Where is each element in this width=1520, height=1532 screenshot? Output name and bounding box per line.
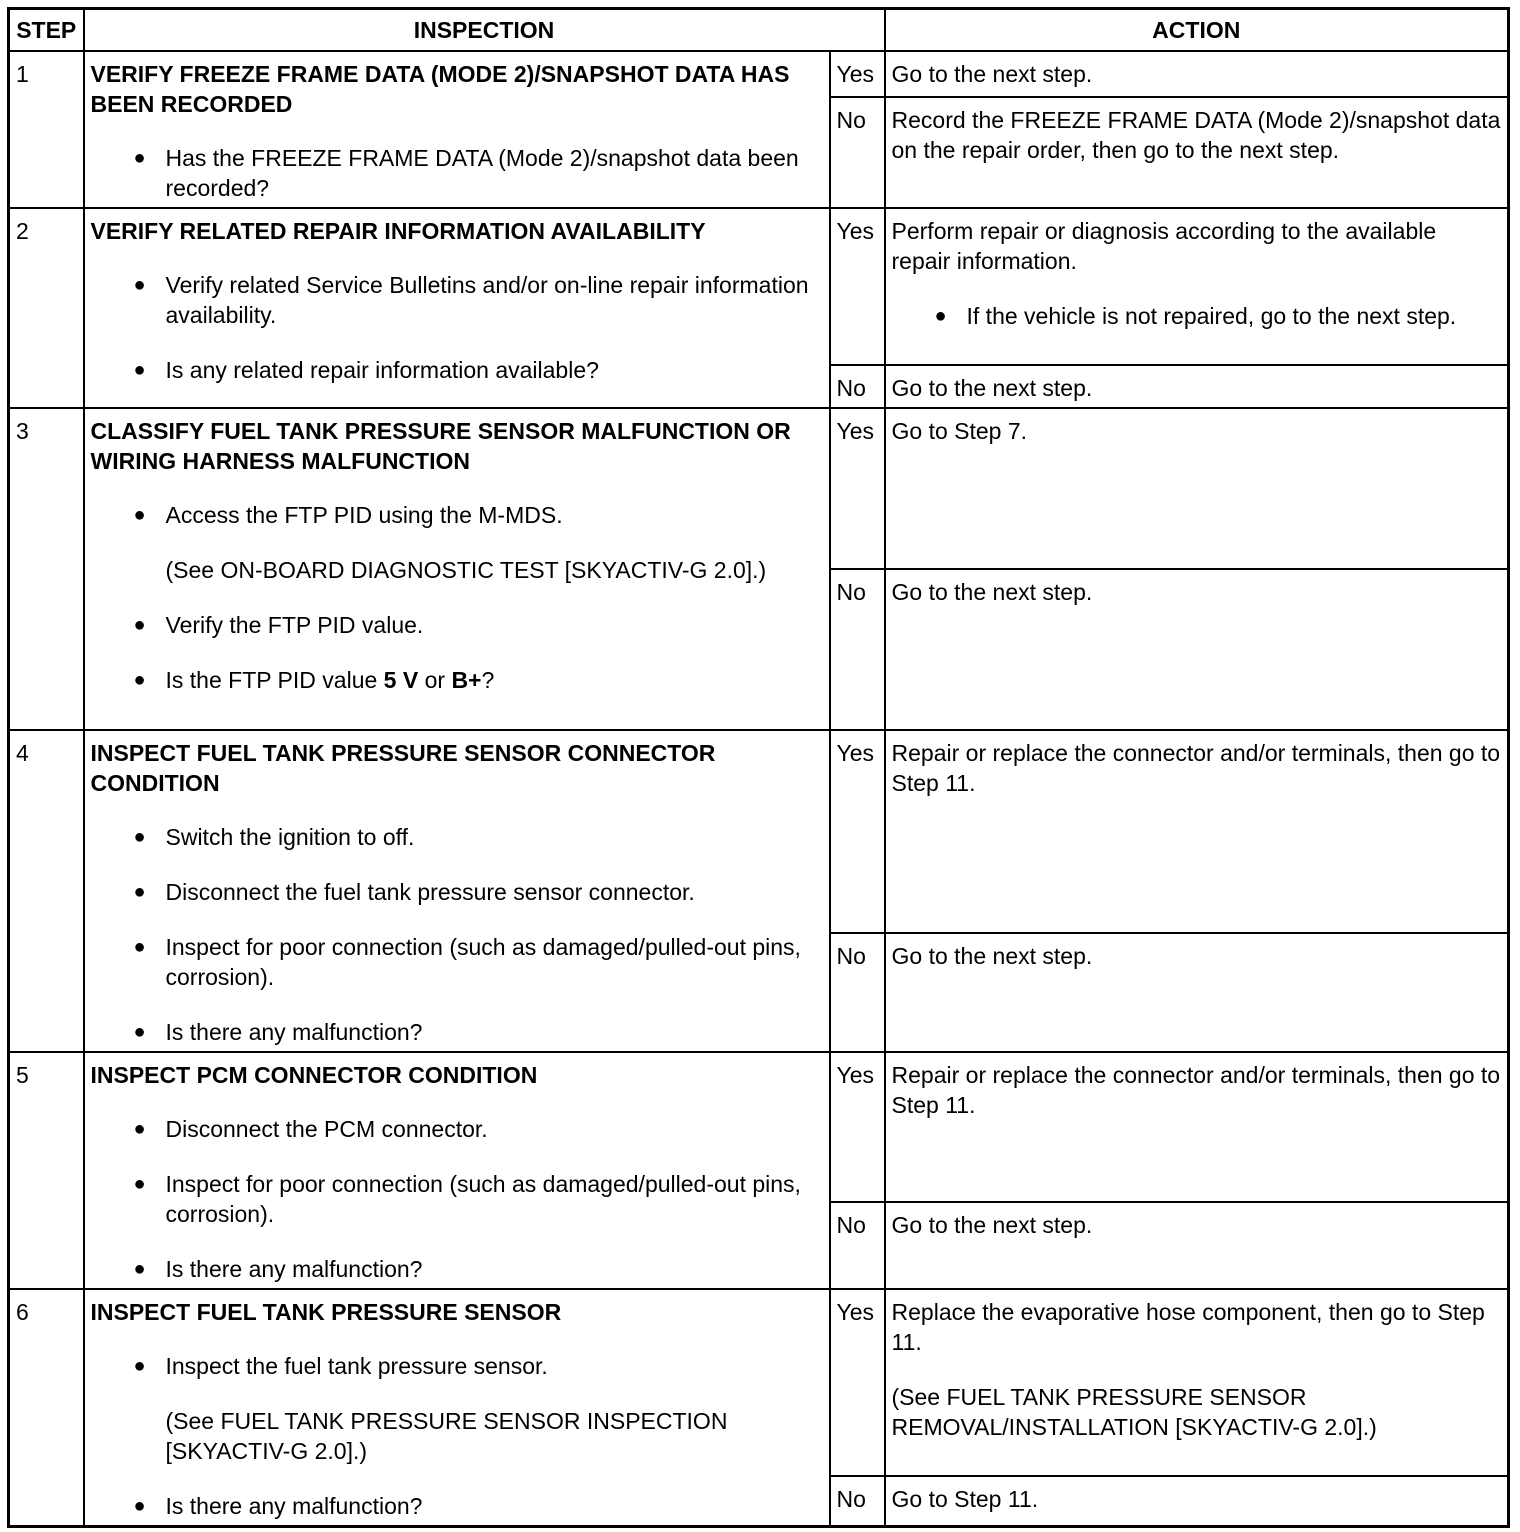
- table-row: [9, 408, 1509, 569]
- list-item: ● Disconnect the fuel tank pressure sensor connector.: [91, 877, 823, 907]
- list-item: ● Inspect the fuel tank pressure sensor.: [91, 1351, 823, 1381]
- yes-action-cell: [885, 1289, 1509, 1476]
- yes-label: Yes: [830, 208, 885, 365]
- list-item: ● Switch the ignition to off.: [91, 822, 823, 852]
- yes-action: Perform repair or diagnosis according to the available repair information.: [891, 217, 1437, 274]
- step-title: CLASSIFY FUEL TANK PRESSURE SENSOR MALFUNCTION OR WIRING HARNESS MALFUNCTION: [90, 417, 791, 474]
- list-item: ● Is there any malfunction?: [91, 1491, 823, 1521]
- no-action: Go to the next step.: [885, 933, 1509, 1052]
- yes-label: Yes: [830, 730, 885, 933]
- value-5v: 5 V: [383, 666, 419, 693]
- action-header: ACTION: [885, 9, 1509, 51]
- step-title: INSPECT FUEL TANK PRESSURE SENSOR: [90, 1298, 562, 1325]
- step-number: 3: [9, 408, 84, 730]
- step-number: 2: [9, 208, 84, 408]
- inspection-cell: [84, 1052, 830, 1289]
- yes-action: Repair or replace the connector and/or terminals, then go to Step 11.: [885, 730, 1509, 933]
- yes-label: Yes: [830, 1052, 885, 1202]
- list-item: ● Inspect for poor connection (such as damaged/pulled-out pins, corrosion).: [91, 1169, 823, 1229]
- list-item: ● Has the FREEZE FRAME DATA (Mode 2)/snapshot data been recorded?: [91, 143, 823, 203]
- inspection-cell: [84, 730, 830, 1052]
- no-label: No: [830, 97, 885, 208]
- inspection-cell: [84, 408, 830, 730]
- header-row: [9, 9, 1509, 51]
- table-row: [9, 1052, 1509, 1202]
- list-item: ● Is there any malfunction?: [91, 1017, 823, 1047]
- step-title: INSPECT FUEL TANK PRESSURE SENSOR CONNECTOR CONDITION: [90, 739, 716, 796]
- no-label: No: [830, 365, 885, 408]
- reference-note: (See FUEL TANK PRESSURE SENSOR INSPECTION [SKYACTIV-G 2.0].): [165, 1407, 728, 1464]
- yes-label: Yes: [830, 51, 885, 97]
- table-row: [9, 1289, 1509, 1476]
- step-number: 1: [9, 51, 84, 208]
- table-row: [9, 730, 1509, 933]
- inspection-cell: [84, 208, 830, 408]
- value-bplus: B+: [451, 666, 482, 693]
- list-item: ● Verify related Service Bulletins and/or on-line repair information availability.: [91, 270, 823, 330]
- step-number: 4: [9, 730, 84, 1052]
- reference-note: (See FUEL TANK PRESSURE SENSOR REMOVAL/INSTALLATION [SKYACTIV-G 2.0].): [891, 1383, 1377, 1440]
- list-item: ● Disconnect the PCM connector.: [91, 1114, 823, 1144]
- step-header: STEP: [9, 9, 84, 51]
- step-number: 5: [9, 1052, 84, 1289]
- yes-action-cell: [885, 208, 1509, 365]
- no-action: Go to the next step.: [885, 1202, 1509, 1289]
- table-row: [9, 208, 1509, 365]
- step-title: VERIFY RELATED REPAIR INFORMATION AVAILABILITY: [90, 217, 706, 244]
- inspection-cell: [84, 1289, 830, 1527]
- step-number: 6: [9, 1289, 84, 1527]
- no-label: No: [830, 1476, 885, 1526]
- list-item: ● Is there any malfunction?: [91, 1254, 823, 1284]
- yes-action: Replace the evaporative hose component, then go to Step 11.: [891, 1298, 1485, 1355]
- no-action: Record the FREEZE FRAME DATA (Mode 2)/snapshot data on the repair order, then go to the next step.: [885, 97, 1509, 208]
- list-item: ● Access the FTP PID using the M-MDS.: [91, 500, 823, 530]
- list-item: ● Is any related repair information available?: [91, 355, 823, 385]
- inspection-cell: [84, 51, 830, 208]
- yes-label: Yes: [830, 408, 885, 569]
- no-action: Go to the next step.: [885, 569, 1509, 730]
- list-item: ● Is the FTP PID value 5 V or B+?: [91, 665, 823, 695]
- inspection-header: INSPECTION: [84, 9, 885, 51]
- no-action: Go to the next step.: [885, 365, 1509, 408]
- list-item: ● If the vehicle is not repaired, go to the next step.: [892, 301, 1502, 331]
- no-label: No: [830, 1202, 885, 1289]
- list-item: ● Verify the FTP PID value.: [91, 610, 823, 640]
- step-title: VERIFY FREEZE FRAME DATA (MODE 2)/SNAPSHOT DATA HAS BEEN RECORDED: [90, 60, 790, 117]
- reference-note: (See ON-BOARD DIAGNOSTIC TEST [SKYACTIV-G 2.0].): [165, 556, 767, 583]
- list-item: ● Inspect for poor connection (such as damaged/pulled-out pins, corrosion).: [91, 932, 823, 992]
- no-label: No: [830, 569, 885, 730]
- diagnostic-procedure-table: [7, 7, 1510, 1528]
- table-row: [9, 51, 1509, 97]
- yes-label: Yes: [830, 1289, 885, 1476]
- yes-action: Go to Step 7.: [885, 408, 1509, 569]
- yes-action: Go to the next step.: [885, 51, 1509, 97]
- step-title: INSPECT PCM CONNECTOR CONDITION: [90, 1061, 538, 1088]
- no-label: No: [830, 933, 885, 1052]
- yes-action: Repair or replace the connector and/or terminals, then go to Step 11.: [885, 1052, 1509, 1202]
- no-action: Go to Step 11.: [885, 1476, 1509, 1526]
